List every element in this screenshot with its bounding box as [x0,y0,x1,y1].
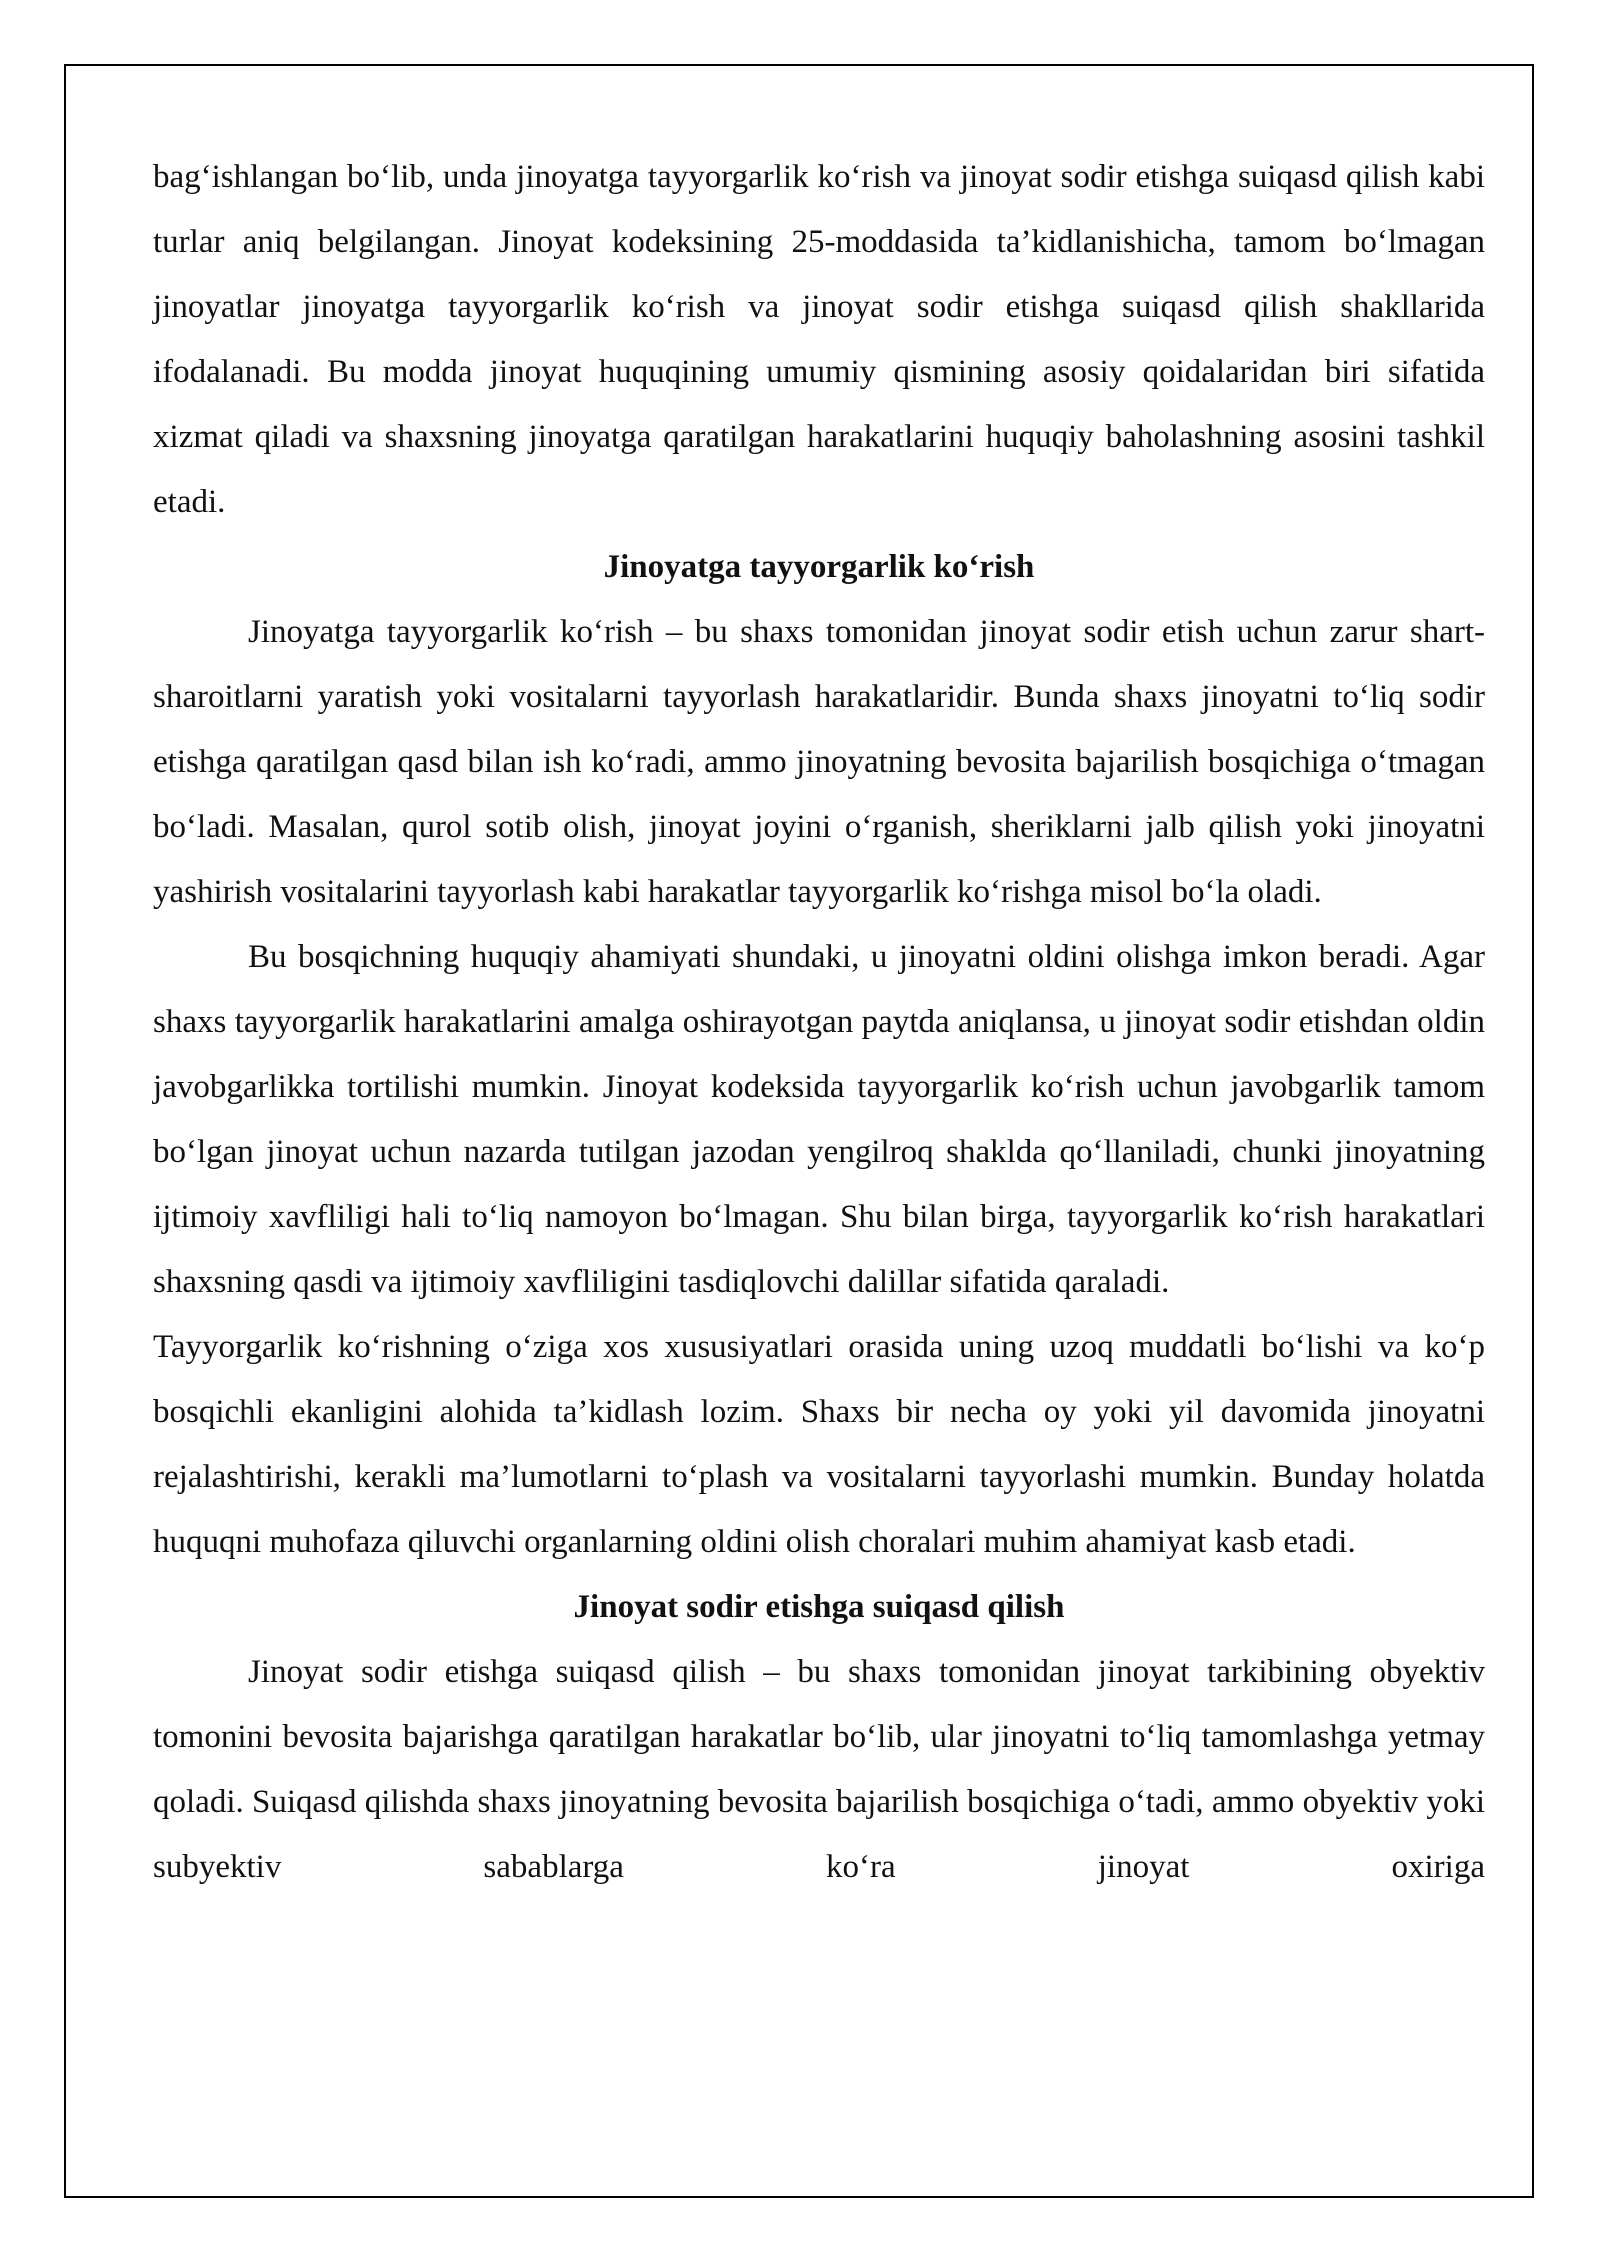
section-heading-preparation: Jinoyatga tayyorgarlik ko‘rish [603,549,1035,585]
paragraph-preparation-definition: Jinoyatga tayyorgarlik ko‘rish – bu shaxs tomonidan jinoyat sodir etish uchun zarur shart-sharoitlarni yaratish yoki vositalarni tayyorlash harakatlaridir. Bunda shaxs jinoyatni to‘liq sodir etishga qaratilgan qasd bilan ish ko‘radi, ammo jinoyatning bevosita bajarilish bosqichiga o‘tmagan bo‘ladi. Masalan, qurol sotib olish, jinoyat joyini o‘rganish, sheriklarni jalb qilish yoki jinoyatni yashirish vositalarini tayyorlash kabi harakatlar tayyorgarlik ko‘rishga misol bo‘la oladi. [153,614,1485,910]
paragraph-preparation-significance: Bu bosqichning huquqiy ahamiyati shundaki, u jinoyatni oldini olishga imkon beradi. Agar shaxs tayyorgarlik harakatlarini amalga oshirayotgan paytda aniqlansa, u jinoyat sodir etishdan oldin javobgarlikka tortilishi mumkin. Jinoyat kodeksida tayyorgarlik ko‘rish uchun javobgarlik tamom bo‘lgan jinoyat uchun nazarda tutilgan jazodan yengilroq shaklda qo‘llaniladi, chunki jinoyatning ijtimoiy xavfliligi hali to‘liq namoyon bo‘lmagan. Shu bilan birga, tayyorgarlik ko‘rish harakatlari shaxsning qasdi va ijtimoiy xavfliligini tasdiqlovchi dalillar sifatida qaraladi. [153,939,1485,1300]
section-heading-attempt: Jinoyat sodir etishga suiqasd qilish [573,1589,1065,1625]
document-body [153,145,1485,1900]
paragraph-preparation-features: Tayyorgarlik ko‘rishning o‘ziga xos xususiyatlari orasida uning uzoq muddatli bo‘lishi va ko‘p bosqichli ekanligini alohida ta’kidlash lozim. Shaxs bir necha oy yoki yil davomida jinoyatni rejalashtirishi, kerakli ma’lumotlarni to‘plash va vositalarni tayyorlashi mumkin. Bunday holatda huquqni muhofaza qiluvchi organlarning oldini olish choralari muhim ahamiyat kasb etadi. [153,1329,1485,1560]
paragraph-attempt-definition: Jinoyat sodir etishga suiqasd qilish – bu shaxs tomonidan jinoyat tarkibining obyektiv tomonini bevosita bajarishga qaratilgan harakatlar bo‘lib, ular jinoyatni to‘liq tamomlashga yetmay qoladi. Suiqasd qilishda shaxs jinoyatning bevosita bajarilish bosqichiga o‘tadi, ammo obyektiv yoki subyektiv sabablarga ko‘ra jinoyat oxiriga [153,1654,1485,1885]
paragraph-intro: bag‘ishlangan bo‘lib, unda jinoyatga tayyorgarlik ko‘rish va jinoyat sodir etishga suiqasd qilish kabi turlar aniq belgilangan. Jinoyat kodeksining 25-moddasida ta’kidlanishicha, tamom bo‘lmagan jinoyatlar jinoyatga tayyorgarlik ko‘rish va jinoyat sodir etishga suiqasd qilish shakllarida ifodalanadi. Bu modda jinoyat huquqining umumiy qismining asosiy qoidalaridan biri sifatida xizmat qiladi va shaxsning jinoyatga qaratilgan harakatlarini huquqiy baholashning asosini tashkil etadi. [153,159,1485,520]
